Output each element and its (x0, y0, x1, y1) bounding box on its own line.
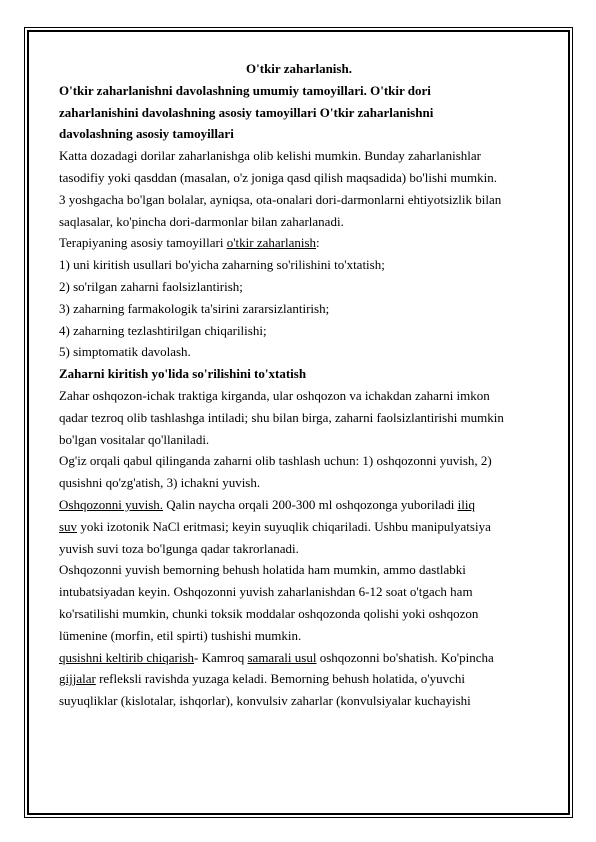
intro-line: 3 yoshgacha bo'lgan bolalar, ayniqsa, ota-onalari dori-darmonlarni ehtiyotsizlik bilan (59, 191, 502, 207)
unconscious-para-line: ko'rsatilishi mumkin, chunki toksik moddalar oshqozonda qolishi yoki oshqozon (59, 605, 479, 621)
unconscious-para-line: lümenine (morfin, etil spirti) tushishi mumkin. (59, 627, 302, 643)
intro-line: saqlasalar, ko'pincha dori-darmonlar bilan zaharlanadi. (59, 213, 344, 229)
acute-poisoning-link[interactable]: o'tkir zaharlanish (226, 235, 317, 251)
principles-intro (59, 232, 539, 254)
unconscious-para-line: Oshqozonni yuvish bemorning behush holatida ham mumkin, ammo dastlabki (59, 562, 466, 578)
lavage-line (59, 516, 539, 538)
principle-item: 5) simptomatik davolash. (59, 344, 191, 360)
heading-line: davolashning asosiy tamoyillari (59, 126, 234, 142)
document-body (59, 58, 539, 712)
oral-para-line: Og'iz orqali qabul qilinganda zaharni olib tashlash uchun: 1) oshqozonni yuvish, 2) (59, 453, 492, 469)
vomit-line: suyuqliklar (kislotalar, ishqorlar), konvulsiv zaharlar (konvulsiyalar kuchayishi (59, 693, 471, 709)
warm-water-link-cont[interactable]: suv (59, 518, 78, 534)
principle-item: 1) uni kiritish usullari bo'yicha zaharning so'rilishini to'xtatish; (59, 257, 385, 273)
section-para-line: bo'lgan vositalar qo'llaniladi. (59, 431, 210, 447)
heading-line: O'tkir zaharlanishni davolashning umumiy tamoyillari. O'tkir dori (59, 82, 431, 98)
vomit-line (59, 668, 539, 690)
lavage-text: yoki izotonik NaCl eritmasi; keyin suyuqlik chiqariladi. Ushbu manipulyatsiya (77, 518, 491, 534)
section-para-line: qadar tezroq olib tashlashga intiladi; shu bilan birga, zaharni faolsizlantirishi mumkin (59, 409, 504, 425)
section-para-line: Zahar oshqozon-ichak traktiga kirganda, ular oshqozon va ichakdan zaharni imkon (59, 387, 490, 403)
vomit-text: - Kamroq (194, 649, 248, 665)
gastric-lavage-link[interactable]: Oshqozonni yuvish. (59, 496, 163, 512)
principles-suffix: : (316, 235, 320, 251)
induce-vomiting-link[interactable]: qusishni keltirib chiqarish (59, 649, 195, 665)
vomit-line (59, 647, 539, 669)
warm-water-link[interactable]: iliq (457, 496, 475, 512)
lavage-text: Qalin naycha orqali 200-300 ml oshqozonga yuboriladi (163, 496, 458, 512)
principle-item: 4) zaharning tezlashtirilgan chiqarilishi; (59, 322, 267, 338)
unconscious-para-line: intubatsiyadan keyin. Oshqozonni yuvish zaharlanishdan 6-12 soat o'tgach ham (59, 584, 473, 600)
vomit-text: oshqozonni bo'shatish. Ko'pincha (316, 649, 494, 665)
vomit-text: refleksli ravishda yuzaga keladi. Bemorning behush holatida, o'yuvchi (95, 671, 465, 687)
principles-prefix: Terapiyaning asosiy tamoyillari (59, 235, 227, 251)
lavage-line: yuvish suvi toza bo'lgunga qadar takrorlanadi. (59, 540, 299, 556)
principle-item: 3) zaharning farmakologik ta'sirini zararsizlantirish; (59, 300, 330, 316)
principle-item: 2) so'rilgan zaharni faolsizlantirish; (59, 278, 243, 294)
document-title: O'tkir zaharlanish. (246, 61, 352, 76)
intro-line: tasodifiy yoki qasddan (masalan, o'z joniga qasd qilish maqsadida) bo'lishi mumkin. (59, 169, 497, 185)
lavage-line (59, 494, 539, 516)
oral-para-line: qusishni qo'zg'atish, 3) ichakni yuvish. (59, 475, 261, 491)
section-heading: Zaharni kiritish yo'lida so'rilishini to'xtatish (59, 366, 307, 382)
worms-link[interactable]: gijjalar (59, 671, 96, 687)
heading-line: zaharlanishini davolashning asosiy tamoyillari O'tkir zaharlanishni (59, 104, 434, 120)
intro-line: Katta dozadagi dorilar zaharlanishga olib kelishi mumkin. Bunday zaharlanishlar (59, 148, 482, 164)
effective-method-link[interactable]: samarali usul (247, 649, 317, 665)
